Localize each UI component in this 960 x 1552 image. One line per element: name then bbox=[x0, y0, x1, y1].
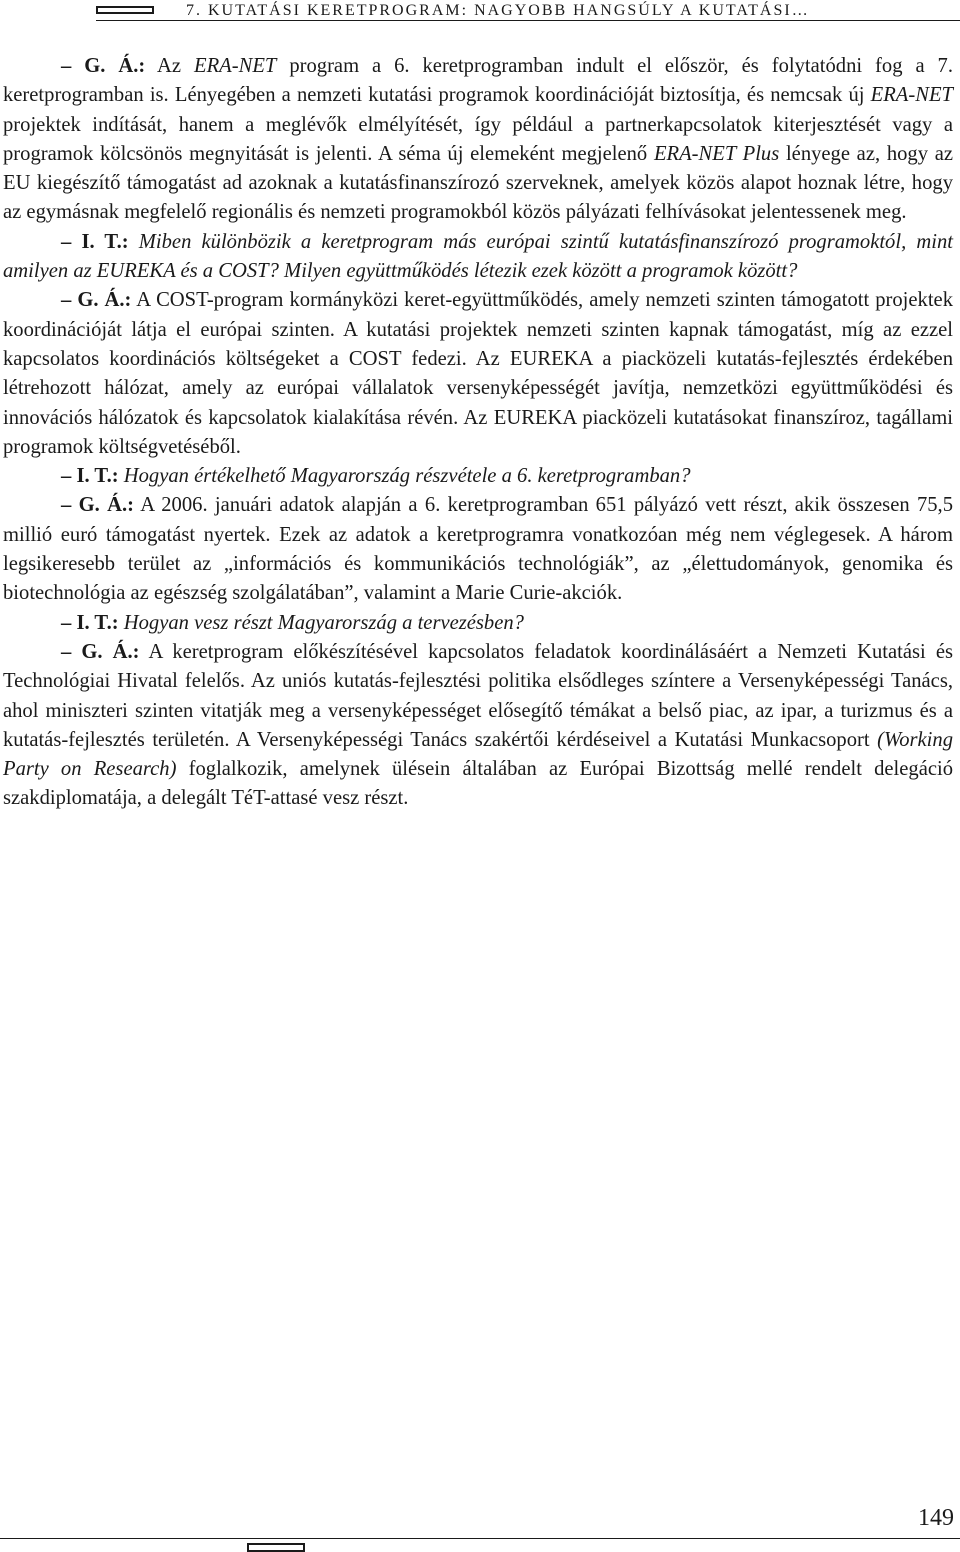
italic-text: ERA-NET bbox=[870, 84, 953, 107]
speaker-label: – G. Á.: bbox=[61, 289, 132, 312]
italic-text: ERA-NET Plus bbox=[653, 142, 780, 165]
speaker-label: – G. Á.: bbox=[61, 640, 140, 663]
italic-text: Miben különbözik a keretprogram más európai szintű kutatásfinanszírozó programoktól, mint amilyen az EUREKA és a COST? Milyen együttműködés létezik ezek között a programok között? bbox=[3, 230, 953, 283]
body-text: Az bbox=[145, 55, 194, 77]
header-rule bbox=[96, 20, 960, 21]
paragraph bbox=[3, 52, 953, 228]
italic-text: Hogyan értékelhető Magyarország részvétele a 6. keretprogramban? bbox=[118, 465, 691, 488]
footer-rule bbox=[0, 1538, 960, 1539]
paragraph bbox=[3, 491, 953, 608]
paragraph bbox=[3, 462, 953, 491]
body-text: foglalkozik, amelynek ülésein általában az Európai Bizottság mellé rendelt delegáció szakdiplomatája, a delegált TéT-attasé vesz részt. bbox=[3, 758, 953, 810]
speaker-label: – I. T.: bbox=[61, 465, 119, 488]
speaker-label: – G. Á.: bbox=[61, 55, 146, 77]
body-text: projektek indítását, hanem a meglévők elmélyítését, így például a partnerkapcsolatok kiterjesztését vagy a programok kölcsönös megnyitását is jelenti. A séma új elemeként megjelenő bbox=[3, 113, 953, 165]
interview-text bbox=[3, 52, 953, 814]
speaker-label: – I. T.: bbox=[61, 230, 129, 253]
page-number: 149 bbox=[918, 1505, 954, 1531]
paragraph bbox=[3, 228, 953, 287]
body-text: program a 6. keretprogramban indult el először, és folytatódni fog a 7. keretprogramban is. Lényegében a nemzeti kutatási programok koordinációját biztosítja, és nemcsak új bbox=[3, 55, 953, 107]
paragraph bbox=[3, 609, 953, 638]
paragraph bbox=[3, 286, 953, 462]
body-text: lényege az, hogy az EU kiegészítő támogatást ad azoknak a kutatásfinanszírozó szerveknek, amelyek közös alapot hoznak létre, hogy az egymásnak megfelelő regionális és nemzeti programokból közös pályázati felhívásokat jelentessenek meg. bbox=[3, 142, 953, 224]
italic-text: Hogyan vesz részt Magyarország a tervezésben? bbox=[118, 611, 524, 634]
speaker-label: – G. Á.: bbox=[61, 494, 134, 517]
body-text: A 2006. januári adatok alapján a 6. keretprogramban 651 pályázó vett részt, akik összesen 75,5 millió euró támogatást nyertek. Ezek az adatok a keretprogramra vonatkozóan még nem véglegesek. A három legsikeresebb terület az „információs és kommunikációs technológiák”, az „élettudományok, genomika és biotechnológia az egészség szolgálatában”, valamint a Marie Curie-akciók. bbox=[3, 494, 954, 605]
running-header bbox=[0, 0, 960, 26]
speaker-label: – I. T.: bbox=[61, 611, 119, 634]
body-text: A COST-program kormányközi keret-együttműködés, amely nemzeti szinten támogatott projektek koordinációját látja el európai szinten. A kutatási projektek nemzeti szinten kapnak támogatást, míg az ezzel kapcsolatos koordinációs költségeket a COST fedezi. Az EUREKA a piacközeli kutatás-fejlesztés érdekében létrehozott hálózat, amely az európai vállalatok versenyképességét javítja, nemzetközi együttműködési és innovációs hálózatok és kapcsolatok kialakítása révén. Az EUREKA piacközeli kutatásokat finanszíroz, tagállami programok költségvetéséből. bbox=[3, 289, 953, 458]
italic-text: ERA-NET bbox=[194, 55, 277, 77]
running-title: 7. KUTATÁSI KERETPROGRAM: NAGYOBB HANGSÚLY A KUTATÁSI… bbox=[186, 2, 810, 19]
header-ornament-box bbox=[96, 6, 154, 14]
paragraph bbox=[3, 638, 953, 814]
page-footer bbox=[0, 1505, 960, 1551]
body-text: A keretprogram előkészítésével kapcsolatos feladatok koordinálásáért a Nemzeti Kutatási és Technológiai Hivatal felelős. Az uniós kutatás-fejlesztési politika elsődleges színtere a Versenyképességi Tanács, ahol miniszteri szinten vitatják meg a versenyképességet elősegítő témákat a belső piac, az ipar, a turizmus és a kutatás-fejlesztés területén. A Versenyképességi Tanács szakértői kérdéseivel a Kutatási Munkacsoport bbox=[3, 640, 953, 751]
italic-text: (Working Party on Research) bbox=[3, 728, 953, 781]
